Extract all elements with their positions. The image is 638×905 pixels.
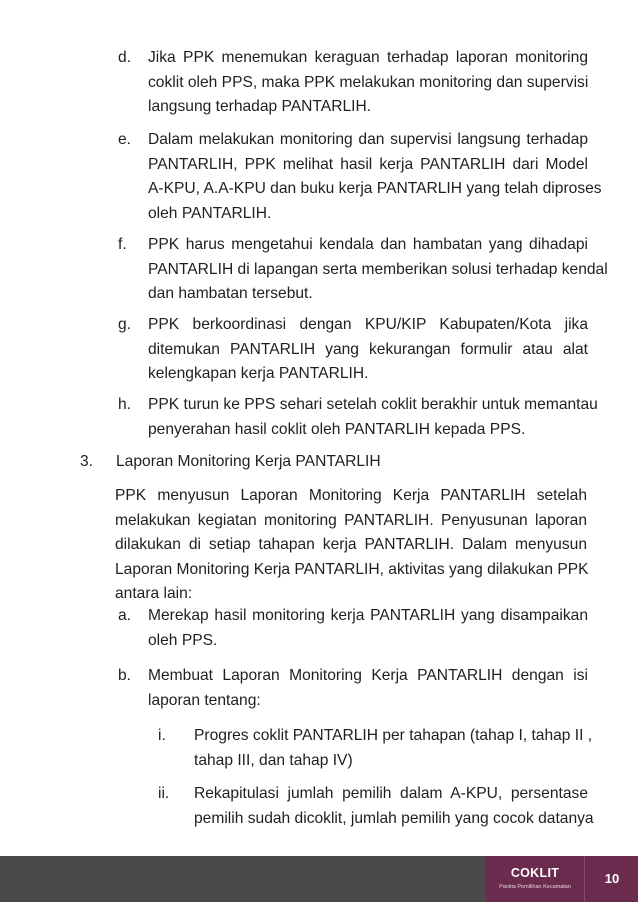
list-item-line: Membuat Laporan Monitoring Kerja PANTARLIH dengan isi [148,667,588,684]
list-item-line: tahap III, dan tahap IV) [194,751,353,769]
list-item-line: Merekap hasil monitoring kerja PANTARLIH yang disampaikan [148,607,588,624]
list-marker: g. [118,316,132,333]
list-item-line: oleh PPS. [148,631,218,649]
list-item-line: Jika PPK menemukan keraguan terhadap laporan monitoring [148,49,588,66]
page-number: 10 [584,856,638,902]
list-marker: b. [118,667,132,684]
badge-subtitle: Panitia Pemilihan Kecamatan [499,884,571,890]
list-item-line: PANTARLIH di lapangan serta memberikan solusi terhadap kendal [148,260,608,278]
list-marker: h. [118,396,132,413]
section-title: Laporan Monitoring Kerja PANTARLIH [116,453,381,470]
paragraph-line: PPK menyusun Laporan Monitoring Kerja PANTARLIH setelah [115,487,587,504]
list-item-line: Dalam melakukan monitoring dan supervisi langsung terhadap [148,131,588,148]
list-item-line: laporan tentang: [148,691,261,709]
list-marker: a. [118,607,132,624]
section-number: 3. [80,453,94,470]
list-item-line: kelengkapan kerja PANTARLIH. [148,365,369,382]
list-marker: i. [158,727,166,744]
list-item-line: ditemukan PANTARLIH yang kekurangan formulir atau alat [148,340,588,358]
footer-badge [486,856,584,902]
list-item-line: oleh PANTARLIH. [148,204,272,222]
list-item-line: pemilih sudah dicoklit, jumlah pemilih yang cocok datanya [194,809,594,827]
list-item-line: coklit oleh PPS, maka PPK melakukan monitoring dan supervisi [148,73,589,91]
list-marker: e. [118,131,132,148]
list-item-line: penyerahan hasil coklit oleh PANTARLIH kepada PPS. [148,420,526,438]
section-paragraph [115,484,587,607]
list-marker: ii. [158,785,170,802]
list-item-line: Rekapitulasi jumlah pemilih dalam A-KPU, persentase [194,785,588,802]
list-item-line: PANTARLIH, PPK melihat hasil kerja PANTARLIH dari Model [148,155,588,173]
list-item-line: dan hambatan tersebut. [148,285,313,302]
badge-title: COKLIT [510,866,560,880]
list-item-line: PPK turun ke PPS sehari setelah coklit berakhir untuk memantau [148,396,598,413]
list-item-line: PPK harus mengetahui kendala dan hambatan yang dihadapi [148,236,588,253]
list-item-line: A-KPU, A.A-KPU dan buku kerja PANTARLIH yang telah diproses [148,180,602,197]
list-marker: f. [118,236,127,253]
paragraph-line: dilakukan di setiap tahapan kerja PANTARLIH. Dalam menyusun [115,536,587,553]
paragraph-line: melakukan kegiatan monitoring PANTARLIH. Penyusunan laporan [115,511,587,529]
list-item-line: Progres coklit PANTARLIH per tahapan (tahap I, tahap II , [194,727,593,744]
list-item-line: PPK berkoordinasi dengan KPU/KIP Kabupaten/Kota jika [148,316,588,333]
list-marker: d. [118,49,132,66]
paragraph-line: Laporan Monitoring Kerja PANTARLIH, aktivitas yang dilakukan PPK [115,560,589,578]
paragraph-line: antara lain: [115,585,193,602]
list-item-line: langsung terhadap PANTARLIH. [148,98,372,115]
